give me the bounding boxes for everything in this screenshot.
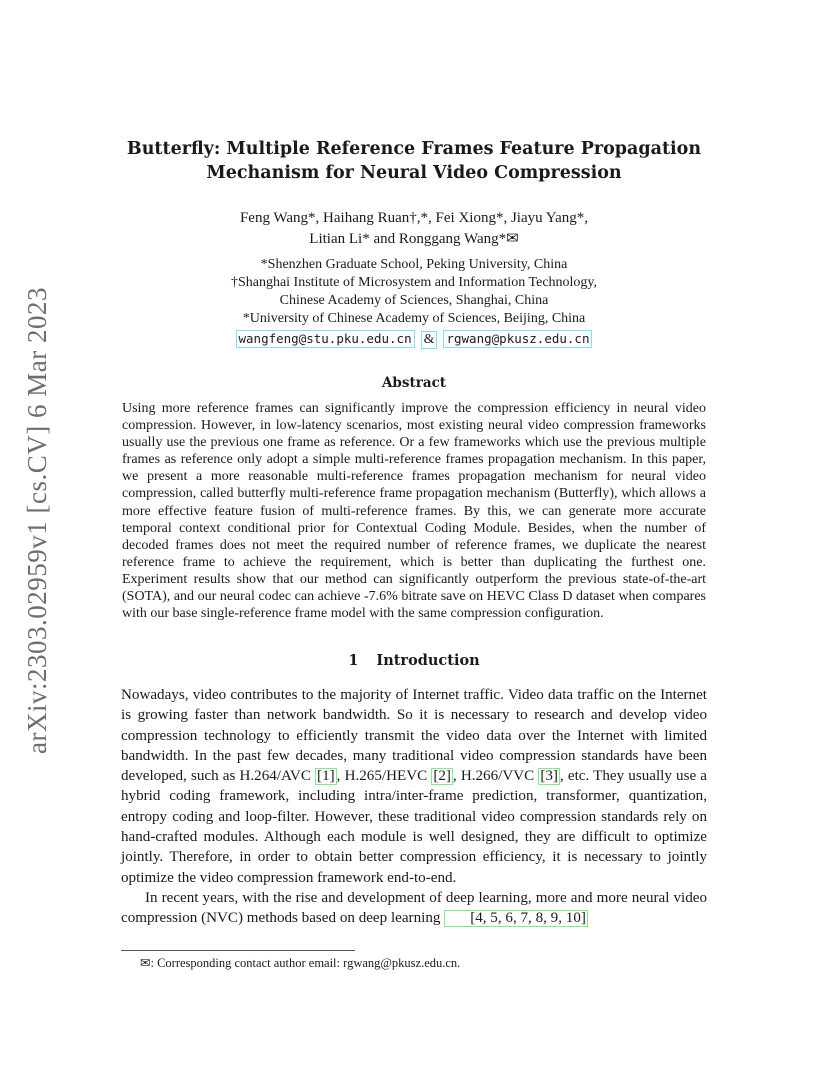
arxiv-identifier-stamp <box>20 286 54 754</box>
email-link-wangfeng[interactable]: wangfeng@stu.pku.edu.cn <box>236 330 415 348</box>
footnote: ✉: Corresponding contact author email: rgwang@pkusz.edu.cn. <box>140 956 461 970</box>
affiliation-1: *Shenzhen Graduate School, Peking University, China <box>260 257 568 272</box>
author-line-2: Litian Li* and Ronggang Wang*✉ <box>309 231 519 247</box>
intro-paragraph-1 <box>121 685 707 888</box>
citation-link[interactable]: [1] <box>317 768 335 785</box>
intro-text-segment: , H.265/HEVC <box>336 768 432 785</box>
section-number: 1 <box>348 652 359 669</box>
title-line-1: Butterfly: Multiple Reference Frames Feature Propagation <box>126 139 702 159</box>
affiliation-4: *University of Chinese Academy of Sciences, Beijing, China <box>242 311 586 326</box>
section-title: Introduction <box>376 652 480 669</box>
intro-paragraph-2 <box>121 888 707 929</box>
email-line <box>120 330 708 349</box>
abstract-heading: Abstract <box>381 375 447 391</box>
intro-text-segment: , H.266/VVC <box>452 768 539 785</box>
affiliation-2: †Shanghai Institute of Microsystem and Information Technology, <box>230 275 598 290</box>
citation-link[interactable]: [2] <box>433 768 451 785</box>
section-heading-introduction <box>120 652 708 669</box>
email-link-rgwang[interactable]: rgwang@pkusz.edu.cn <box>443 330 592 348</box>
author-line-1: Feng Wang*, Haihang Ruan†,*, Fei Xiong*, Jiayu Yang*, <box>239 210 589 226</box>
affiliation-list <box>120 256 708 328</box>
citation-link[interactable]: [3] <box>540 768 558 785</box>
intro-text-segment: In recent years, with the rise and development of deep learning, more and more neural video compression (NVC) methods based on deep learning <box>121 889 707 927</box>
affiliation-3: Chinese Academy of Sciences, Shanghai, China <box>279 293 549 308</box>
introduction-body <box>121 685 707 929</box>
title-line-2: Mechanism for Neural Video Compression <box>206 163 622 183</box>
intro-text-segment: , etc. They usually use a hybrid coding framework, including intra/inter-frame prediction, transformer, quantization, entropy coding and loop-filter. However, these traditional video compression standards rely on hand-crafted modules. Although each module is well designed, they are difficult to optimize jointly. Therefore, in order to obtain better compression efficiency, it is necessary to jointly optimize the video compression framework end-to-end. <box>121 768 707 886</box>
author-list <box>120 208 708 250</box>
intro-text-segment: Nowadays, video contributes to the majority of Internet traffic. Video data traffic on the Internet is growing faster than network bandwidth. So it is necessary to research and develop video compression technology to efficiently transmit the video data over the Internet with limited bandwidth. In the past few decades, many traditional video compression standards have been developed, such as H.264/AVC <box>121 687 707 785</box>
citation-link[interactable]: [4, 5, 6, 7, 8, 9, 10] <box>444 910 588 927</box>
footnote-divider <box>121 950 355 951</box>
arxiv-identifier-text: arXiv:2303.02959v1 [cs.CV] 6 Mar 2023 <box>21 286 52 754</box>
email-separator[interactable]: & <box>421 331 438 349</box>
paper-title <box>120 137 708 185</box>
abstract-text: Using more reference frames can significantly improve the compression efficiency in neural video compression. However, in low-latency scenarios, most existing neural video compression frameworks usually use the previous one frame as reference. Or a few frameworks which use the previous multiple frames as reference only adopt a simple multi-reference frames propagation mechanism. In this paper, we present a more reasonable multi-reference frames propagation mechanism for neural video compression, called butterfly multi-reference frame propagation mechanism (Butterfly), which allows a more effective feature fusion of multi-reference frames. By this, we can generate more accurate temporal context conditional prior for Contextual Coding Module. Besides, when the number of decoded frames does not meet the required number of reference frames, we duplicate the nearest reference frame to achieve the requirement, which is better than duplicating the furthest one. Experiment results show that our method can significantly outperform the previous state-of-the-art (SOTA), and our neural codec can achieve -7.6% bitrate save on HEVC Class D dataset when compares with our base single-reference frame model with the same compression configuration. <box>122 401 706 622</box>
